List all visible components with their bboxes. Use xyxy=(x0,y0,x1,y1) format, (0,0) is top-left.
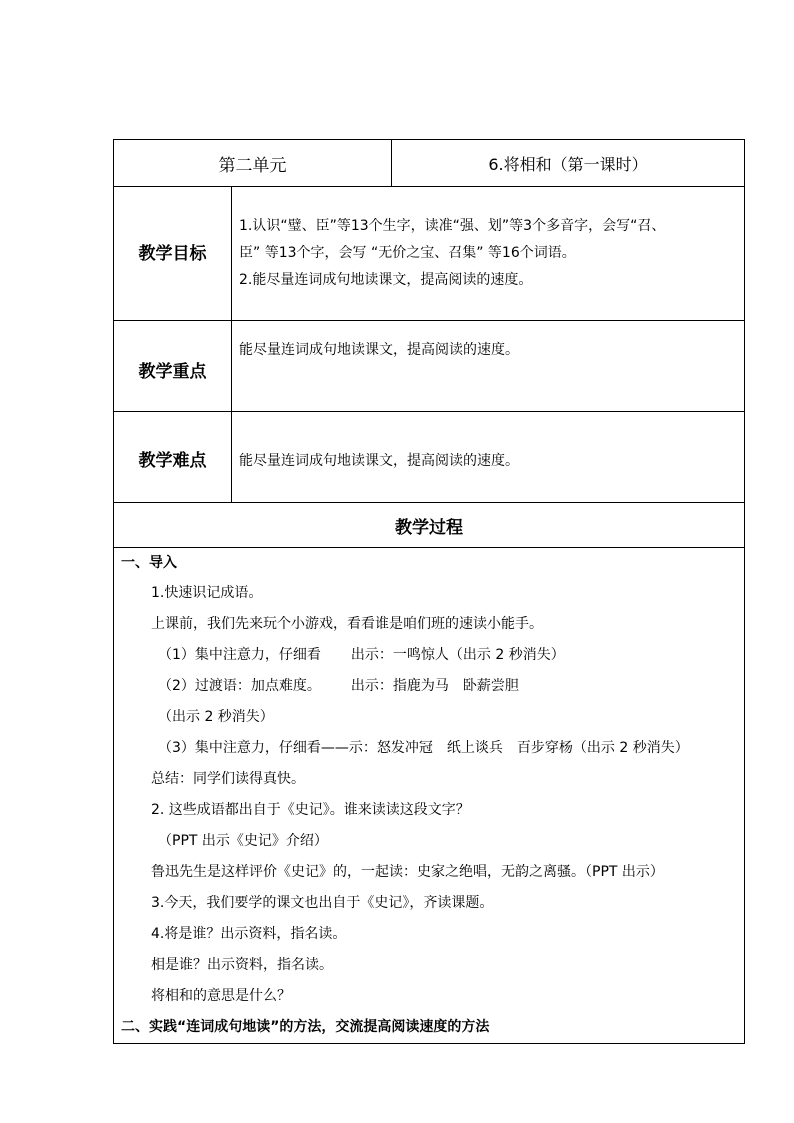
goals-row xyxy=(114,187,745,321)
process-line-step1 xyxy=(114,640,744,671)
process-body-row xyxy=(114,548,745,1044)
process-line-item3: 3.今天，我们要学的课文也出自于《史记》，齐读课题。 xyxy=(151,895,494,911)
section-heading-practice: 二、实践“连词成句地读”的方法，交流提高阅读速度的方法 xyxy=(121,1019,490,1035)
lesson-plan-table xyxy=(113,139,745,1044)
focus-label: 教学重点 xyxy=(138,361,207,382)
goals-label-cell xyxy=(114,187,232,321)
process-line-summary: 总结：同学们读得真快。 xyxy=(151,771,305,787)
goals-line-1: 1.认识“璧、臣”等13个生字，读准“强、划”等3个多音字，会写“召、 xyxy=(239,218,666,234)
focus-label-cell xyxy=(114,321,232,412)
process-line-xiang: 相是谁？出示资料，指名读。 xyxy=(151,957,333,973)
process-line-item4: 4.将是谁？出示资料，指名读。 xyxy=(151,926,347,942)
step1-instruction: （1）集中注意力，仔细看 xyxy=(158,647,321,663)
process-line-item1: 1.快速识记成语。 xyxy=(151,585,263,601)
process-line-item2: 2. 这些成语都出自于《史记》。谁来读读这段文字？ xyxy=(151,802,470,818)
difficulty-label: 教学难点 xyxy=(138,450,207,471)
step1-display: 出示：一鸣惊人（出示 2 秒消失） xyxy=(350,647,565,663)
unit-title: 第二单元 xyxy=(114,140,392,187)
process-line-step2 xyxy=(114,671,744,702)
lesson-title: 6.将相和（第一课时） xyxy=(392,140,745,187)
goals-line-3: 2.能尽量连词成句地读课文，提高阅读的速度。 xyxy=(239,272,533,288)
focus-content xyxy=(232,321,745,412)
step2-instruction: （2）过渡语：加点难度。 xyxy=(158,678,321,694)
step2-display: 出示：指鹿为马 卧薪尝胆 xyxy=(350,678,519,694)
difficulty-label-cell xyxy=(114,412,232,503)
difficulty-content xyxy=(232,412,745,503)
process-line-intro: 上课前，我们先来玩个小游戏，看看谁是咱们班的速读小能手。 xyxy=(151,616,543,632)
process-line-step2-note: （出示 2 秒消失） xyxy=(158,709,274,725)
section-heading-intro: 一、导入 xyxy=(121,555,177,571)
process-title-row xyxy=(114,503,745,548)
process-line-meaning: 将相和的意思是什么？ xyxy=(151,988,291,1004)
header-row xyxy=(114,140,745,187)
goals-label: 教学目标 xyxy=(138,244,207,264)
process-title: 教学过程 xyxy=(114,503,745,548)
process-line-step3: （3）集中注意力，仔细看——示：怒发冲冠 纸上谈兵 百步穿杨（出示 2 秒消失） xyxy=(158,740,689,756)
difficulty-row xyxy=(114,412,745,503)
focus-row xyxy=(114,321,745,412)
process-line-ppt: （PPT 出示《史记》介绍） xyxy=(158,833,328,849)
goals-line-2: 臣” 等13个字，会写 “无价之宝、召集” 等16个词语。 xyxy=(239,245,576,261)
goals-content xyxy=(232,187,745,321)
focus-text: 能尽量连词成句地读课文，提高阅读的速度。 xyxy=(239,342,519,358)
difficulty-text: 能尽量连词成句地读课文，提高阅读的速度。 xyxy=(239,453,519,469)
process-line-luxun: 鲁迅先生是这样评价《史记》的，一起读：史家之绝唱，无韵之离骚。（PPT 出示） xyxy=(151,864,664,880)
process-body xyxy=(114,548,745,1044)
